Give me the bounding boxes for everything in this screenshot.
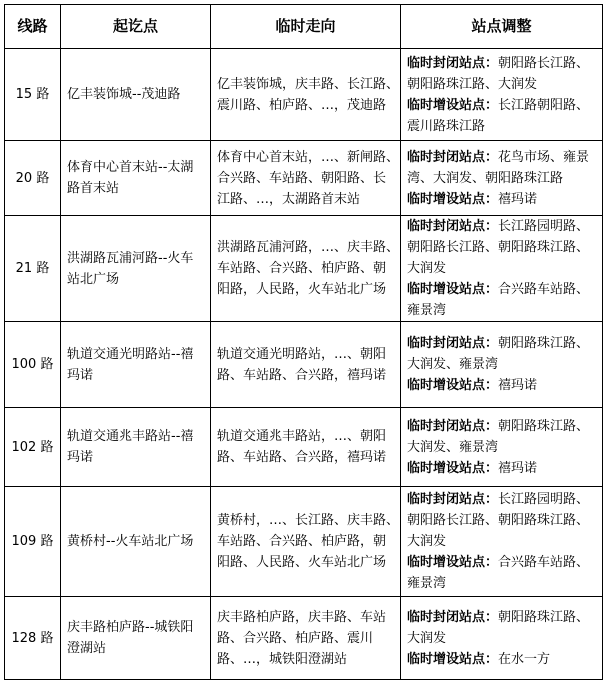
closed-stations-line — [407, 258, 596, 279]
route-number: 102 路 — [11, 439, 54, 455]
route-cell — [5, 322, 61, 408]
added-stations-text: 合兴路车站路、 — [498, 282, 590, 297]
endpoints-line: 轨道交通光明路站--禧 — [67, 346, 194, 362]
direction-line: 轨道交通光明路站，…、朝阳 — [217, 346, 387, 362]
endpoints-line: 洪湖路瓦浦河路--火车 — [67, 250, 194, 266]
endpoints-line: 轨道交通兆丰路站--禧 — [67, 429, 194, 444]
closed-stations-text: 朝阳路珠江路、 — [498, 418, 590, 434]
header-station-adjustment: 站点调整 — [401, 5, 603, 49]
route-number: 21 路 — [15, 261, 50, 276]
endpoints-cell — [61, 487, 211, 597]
closed-stations-label: 临时封闭站点： — [407, 609, 499, 625]
route-cell — [5, 216, 61, 322]
station-adjustment-cell — [401, 487, 603, 597]
header-endpoints: 起讫点 — [61, 5, 211, 49]
endpoints-line: 体育中心首末站--太湖 — [67, 160, 194, 175]
direction-line: 阳路、人民路、火车站北广场 — [217, 555, 387, 570]
closed-stations-text: 大润发 — [407, 534, 447, 549]
added-stations-line — [407, 279, 596, 300]
route-cell — [5, 408, 61, 487]
route-number: 128 路 — [11, 630, 54, 646]
closed-stations-text: 长江路园明路、 — [498, 492, 590, 507]
added-stations-text: 禧玛诺 — [498, 460, 538, 476]
station-adjustment-cell — [401, 141, 603, 216]
direction-line: 体育中心首末站，…、新闸路、 — [217, 149, 400, 165]
closed-stations-label: 临时封闭站点： — [407, 492, 499, 507]
endpoints-cell — [61, 141, 211, 216]
added-stations-text: 在水一方 — [498, 651, 551, 667]
added-stations-line — [407, 189, 596, 210]
added-stations-label: 临时增设站点： — [407, 97, 499, 113]
direction-line: 路、合兴路、柏庐路、震川 — [217, 630, 374, 646]
closed-stations-label: 临时封闭站点： — [407, 336, 499, 351]
added-stations-line — [407, 375, 596, 396]
closed-stations-line — [407, 531, 596, 552]
route-number: 20 路 — [15, 170, 50, 186]
added-stations-text: 雍景湾 — [407, 303, 447, 318]
closed-stations-text: 朝阳路珠江路、 — [498, 336, 590, 351]
direction-cell — [211, 322, 401, 408]
endpoints-cell — [61, 49, 211, 141]
direction-line: 江路、…，太湖路首末站 — [217, 191, 361, 207]
direction-line: 合兴路、车站路、朝阳路、长 — [217, 170, 387, 186]
added-stations-label: 临时增设站点： — [407, 282, 499, 297]
closed-stations-text: 大润发、雍景湾 — [407, 357, 499, 372]
header-direction: 临时走向 — [211, 5, 401, 49]
route-cell — [5, 141, 61, 216]
closed-stations-line — [407, 510, 596, 531]
route-cell — [5, 597, 61, 680]
endpoints-line: 澄湖站 — [67, 641, 107, 656]
direction-line: 阳路，人民路，火车站北广场 — [217, 282, 387, 297]
route-number: 15 路 — [15, 87, 50, 102]
direction-line: 车站路、合兴路、柏庐路，朝 — [217, 534, 387, 549]
route-cell — [5, 487, 61, 597]
added-stations-label: 临时增设站点： — [407, 460, 499, 476]
closed-stations-text: 大润发、雍景湾 — [407, 439, 499, 455]
closed-stations-line — [407, 237, 596, 258]
endpoints-line: 黄桥村--火车站北广场 — [67, 534, 194, 549]
closed-stations-line — [407, 354, 596, 375]
bus-route-adjustment-table — [4, 4, 603, 680]
closed-stations-label: 临时封闭站点： — [407, 418, 499, 434]
endpoints-line: 路首末站 — [67, 181, 120, 196]
added-stations-line — [407, 552, 596, 573]
added-stations-label: 临时增设站点： — [407, 191, 499, 207]
station-adjustment-cell — [401, 49, 603, 141]
direction-line: 亿丰装饰城，庆丰路、长江路、 — [217, 76, 400, 92]
table-body — [5, 49, 603, 680]
station-adjustment-cell — [401, 322, 603, 408]
table-row — [5, 49, 603, 141]
direction-line: 轨道交通兆丰路站，…、朝阳 — [217, 429, 387, 444]
endpoints-cell — [61, 322, 211, 408]
direction-cell — [211, 49, 401, 141]
endpoints-line: 庆丰路柏庐路--城铁阳 — [67, 620, 194, 635]
added-stations-text: 雍景湾 — [407, 576, 447, 591]
closed-stations-text: 长江路园明路、 — [498, 219, 590, 234]
closed-stations-text: 湾、大润发、朝阳路珠江路 — [407, 170, 564, 186]
direction-line: 洪湖路瓦浦河路，…、庆丰路、 — [217, 240, 400, 255]
closed-stations-text: 朝阳路长江路、朝阳路珠江路、 — [407, 240, 590, 255]
header-row — [5, 5, 603, 49]
table-row — [5, 487, 603, 597]
added-stations-label: 临时增设站点： — [407, 651, 499, 667]
station-adjustment-cell — [401, 216, 603, 322]
added-stations-line — [407, 300, 596, 321]
direction-cell — [211, 216, 401, 322]
route-cell — [5, 49, 61, 141]
endpoints-line: 玛诺 — [67, 450, 94, 465]
added-stations-label: 临时增设站点： — [407, 378, 499, 393]
table-row — [5, 408, 603, 487]
added-stations-label: 临时增设站点： — [407, 555, 499, 570]
closed-stations-text: 花鸟市场、雍景 — [498, 149, 590, 165]
table-row — [5, 141, 603, 216]
added-stations-text: 长江路朝阳路、 — [498, 97, 590, 113]
closed-stations-line — [407, 147, 596, 168]
closed-stations-line — [407, 489, 596, 510]
table-row — [5, 322, 603, 408]
table-row — [5, 597, 603, 680]
direction-line: 路、…，城铁阳澄湖站 — [217, 651, 348, 667]
closed-stations-text: 朝阳路珠江路、大润发 — [407, 76, 538, 92]
table-row — [5, 216, 603, 322]
added-stations-text: 禧玛诺 — [498, 378, 538, 393]
closed-stations-line — [407, 607, 596, 628]
closed-stations-line — [407, 333, 596, 354]
closed-stations-line — [407, 628, 596, 649]
closed-stations-label: 临时封闭站点： — [407, 149, 499, 165]
added-stations-text: 震川路珠江路 — [407, 118, 486, 134]
direction-line: 庆丰路柏庐路，庆丰路、车站 — [217, 609, 387, 625]
added-stations-text: 合兴路车站路、 — [498, 555, 590, 570]
closed-stations-text: 朝阳路长江路、 — [498, 55, 590, 71]
closed-stations-line — [407, 53, 596, 74]
closed-stations-text: 大润发 — [407, 261, 447, 276]
endpoints-line: 亿丰装饰城--茂迪路 — [67, 87, 181, 102]
direction-cell — [211, 141, 401, 216]
closed-stations-line — [407, 216, 596, 237]
closed-stations-line — [407, 74, 596, 95]
closed-stations-text: 朝阳路长江路、朝阳路珠江路、 — [407, 513, 590, 528]
direction-cell — [211, 408, 401, 487]
endpoints-cell — [61, 597, 211, 680]
closed-stations-label: 临时封闭站点： — [407, 55, 499, 71]
header-route: 线路 — [5, 5, 61, 49]
route-number: 109 路 — [11, 534, 54, 549]
station-adjustment-cell — [401, 597, 603, 680]
added-stations-line — [407, 458, 596, 479]
closed-stations-text: 大润发 — [407, 630, 447, 646]
endpoints-line: 站北广场 — [67, 271, 120, 287]
closed-stations-label: 临时封闭站点： — [407, 219, 499, 234]
added-stations-line — [407, 116, 596, 137]
direction-line: 路、车站路、合兴路，禧玛诺 — [217, 450, 387, 465]
station-adjustment-cell — [401, 408, 603, 487]
endpoints-cell — [61, 408, 211, 487]
endpoints-line: 玛诺 — [67, 367, 94, 383]
closed-stations-line — [407, 437, 596, 458]
added-stations-line — [407, 573, 596, 594]
closed-stations-text: 朝阳路珠江路、 — [498, 609, 590, 625]
added-stations-text: 禧玛诺 — [498, 191, 538, 207]
direction-line: 黄桥村，…、长江路、庆丰路、 — [217, 513, 400, 528]
closed-stations-line — [407, 416, 596, 437]
direction-line: 车站路、合兴路、柏庐路、朝 — [217, 261, 387, 276]
endpoints-cell — [61, 216, 211, 322]
added-stations-line — [407, 649, 596, 670]
route-number: 100 路 — [11, 357, 54, 372]
direction-cell — [211, 597, 401, 680]
closed-stations-line — [407, 168, 596, 189]
direction-cell — [211, 487, 401, 597]
added-stations-line — [407, 95, 596, 116]
direction-line: 震川路、柏庐路、…，茂迪路 — [217, 97, 387, 113]
direction-line: 路、车站路、合兴路，禧玛诺 — [217, 367, 387, 383]
